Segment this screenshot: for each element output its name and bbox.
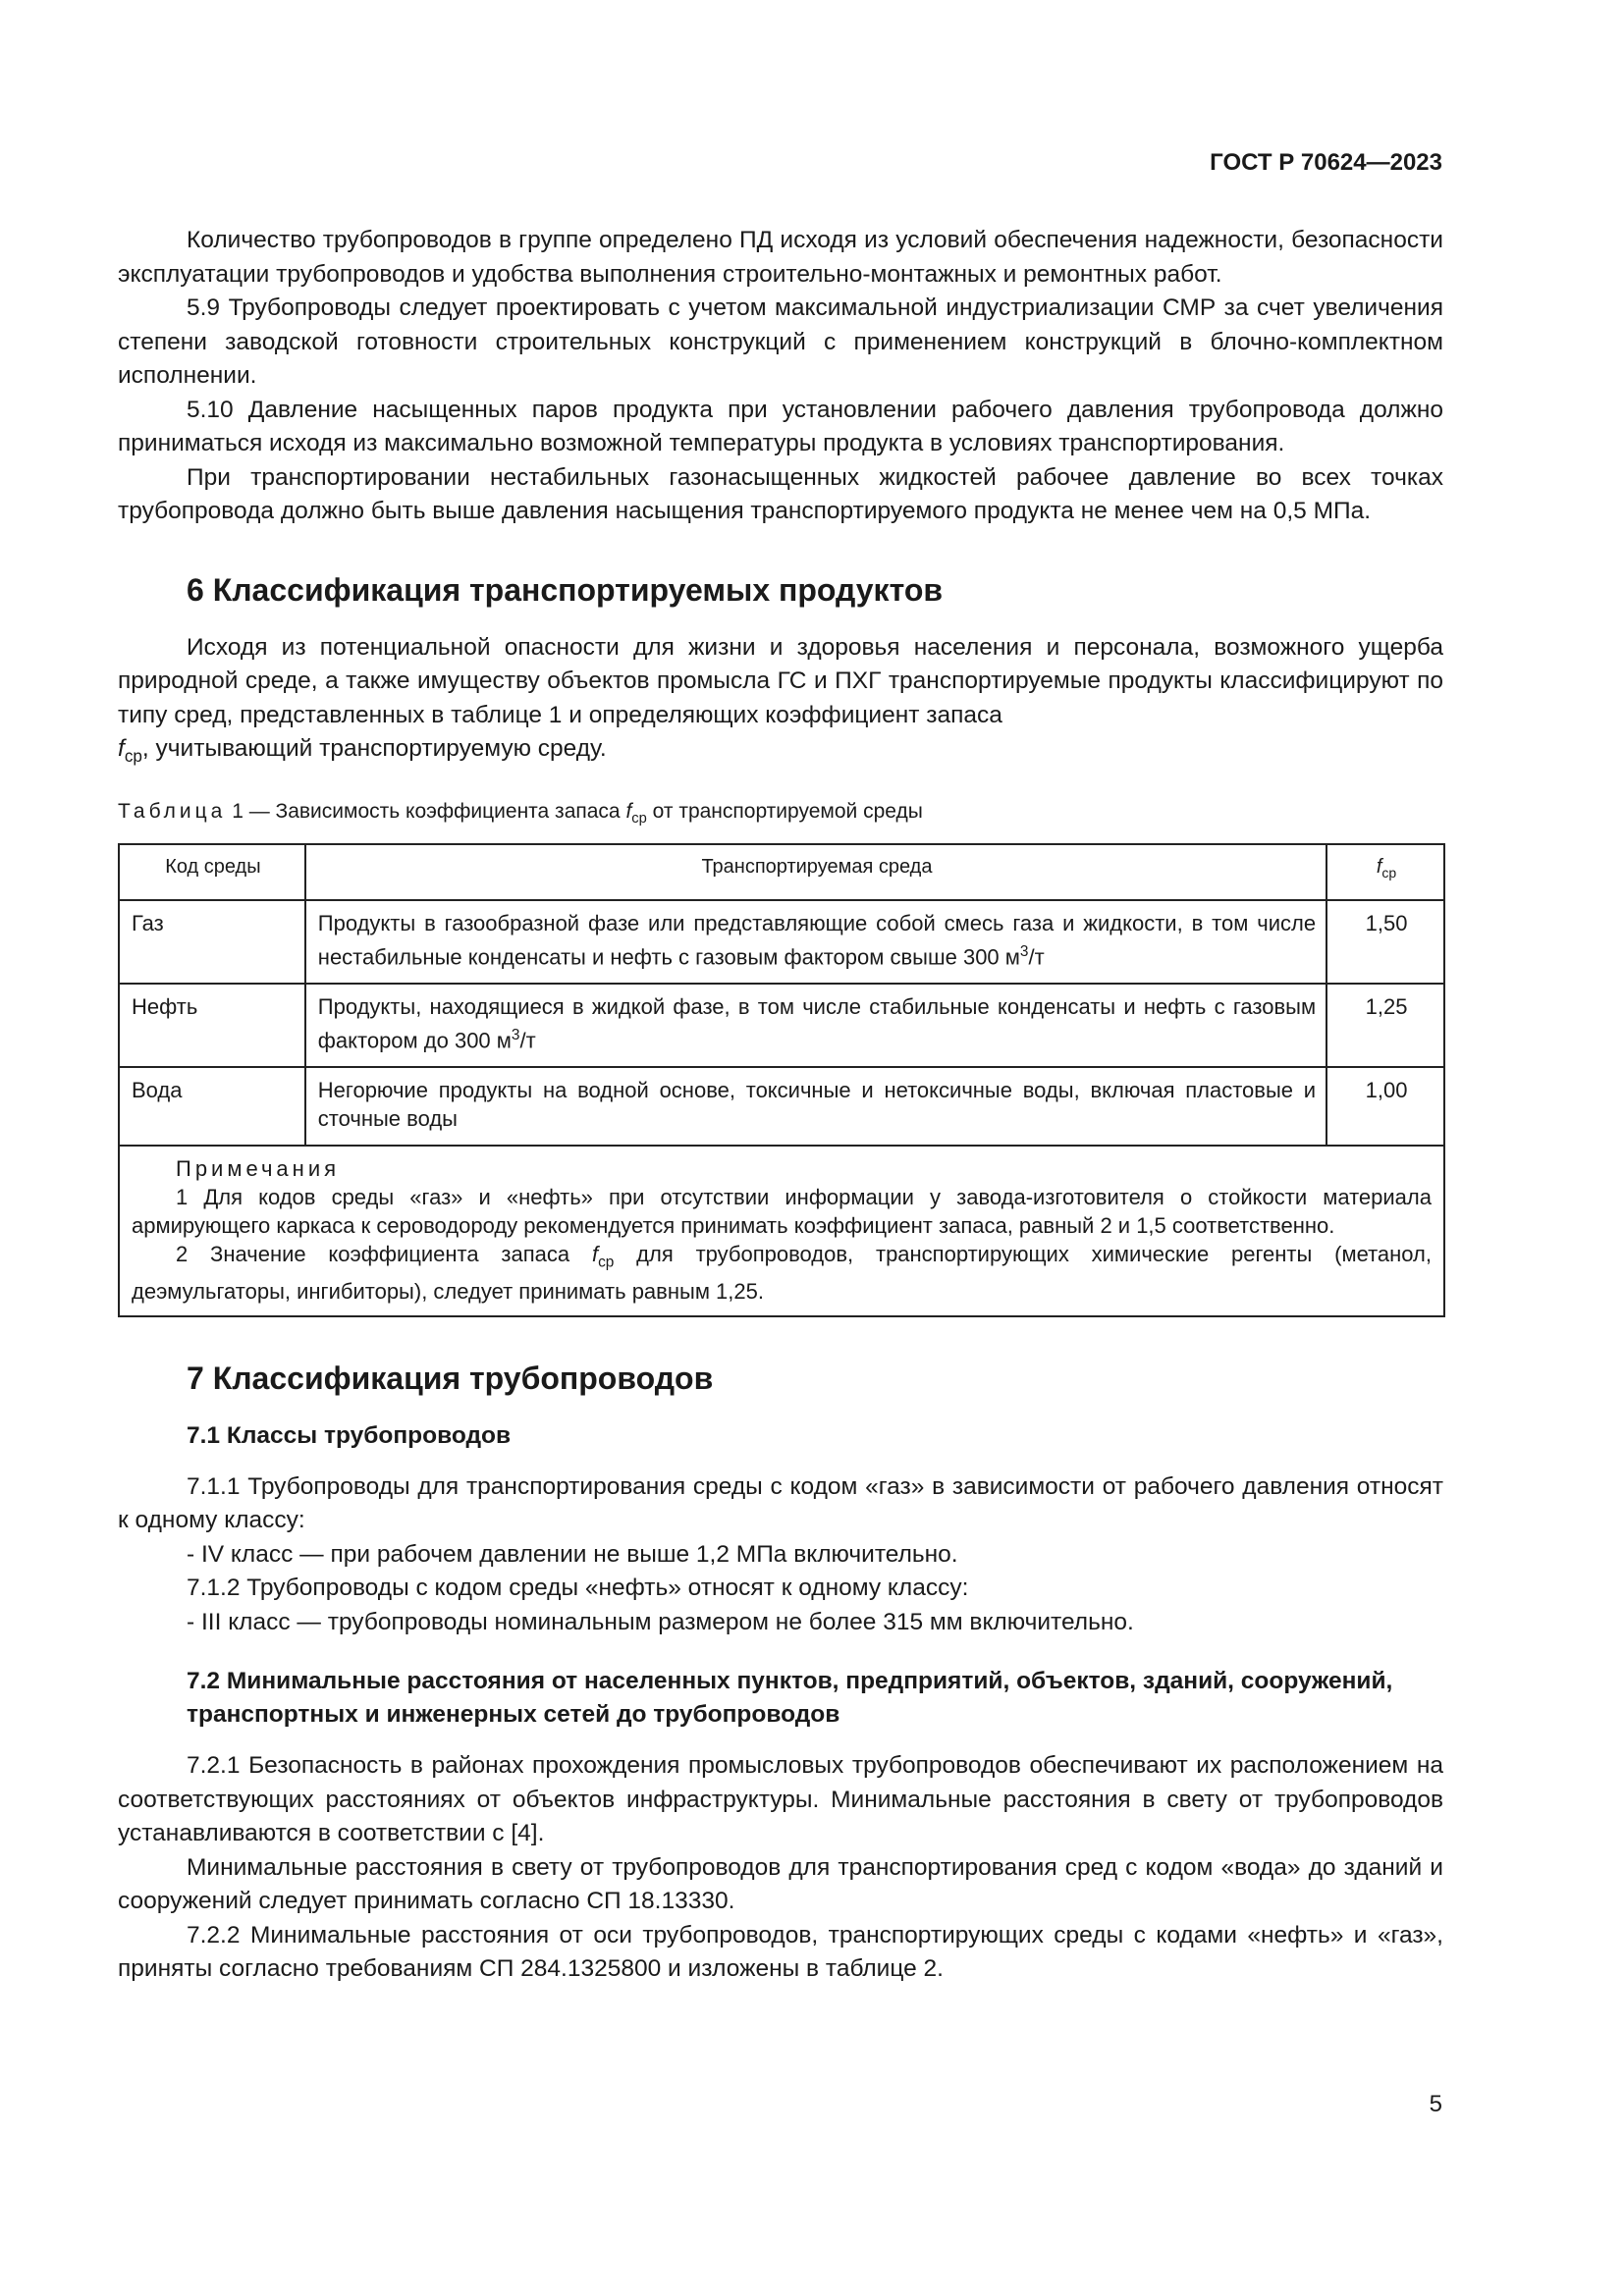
header-coef-sub: ср (1381, 864, 1397, 881)
row-medium-post: /т (519, 1028, 536, 1053)
table-row (119, 1067, 1444, 1146)
intro-paragraph: Количество трубопроводов в группе определено ПД исходя из условий обеспечения надежности, безопасности эксплуатации трубопроводов и удобства выполнения строительно-монтажных и ремонтных работ. (118, 227, 1443, 288)
clause-7-2-2: 7.2.2 Минимальные расстояния от оси трубопроводов, транспортирующих среды с кодами «нефть» и «газ», приняты согласно требованиям СП 284.1325800 и изложены в таблице 2. (118, 1921, 1443, 1983)
row-medium-text: Продукты в газообразной фазе или представляющие собой смесь газа и жидкости, в том числе нестабильные конденсаты и нефть с газовым фактором свыше 300 м (317, 910, 1317, 969)
note-2-symbol: f (591, 1242, 599, 1267)
table-caption-tail: от транспортируемой среды (652, 800, 923, 824)
header-coef (1326, 844, 1444, 900)
clause-5-10: 5.10 Давление насыщенных паров продукта при установлении рабочего давления трубопровода должно приниматься исходя из максимально возможной температуры продукта в условиях транспортирования. (118, 396, 1443, 456)
row-coef: 1,00 (1326, 1067, 1444, 1146)
row-medium-text: Негорючие продукты на водной основе, токсичные и нетоксичные воды, включая пластовые и сточные воды (317, 1078, 1317, 1132)
table-row (119, 900, 1444, 984)
table-caption-number: 1 — Зависимость коэффициента запаса (232, 800, 621, 824)
section-6-text: Исходя из потенциальной опасности для жизни и здоровья населения и персонала, возможного ущерба природной среде, а также имуществу объектов промысла ГС и ПХГ транспортируемые продукты классифицируют по типу сред, представленных в таблице 1 и определяющих коэффициент запаса (118, 633, 1443, 728)
coef-symbol: f (118, 735, 125, 762)
section-7-title: 7 Классификация трубопроводов (187, 1360, 714, 1396)
row-code: Газ (119, 900, 305, 984)
coef-symbol-sub: ср (124, 745, 142, 766)
subsection-7-2-title: 7.2 Минимальные расстояния от населенных пунктов, предприятий, объектов, зданий, сооружений, транспортных и инженерных сетей до трубопроводов (187, 1668, 1393, 1729)
subsection-7-1-title: 7.1 Классы трубопроводов (187, 1421, 512, 1449)
table-caption-label: Таблица (118, 800, 227, 824)
table-header-row (119, 844, 1444, 900)
standard-code: ГОСТ Р 70624—2023 (1210, 149, 1442, 176)
clause-7-1-2: 7.1.2 Трубопроводы с кодом среды «нефть» относят к одному классу: (187, 1575, 969, 1602)
table-caption-symbol-sub: ср (631, 811, 647, 828)
clause-7-2-1: 7.2.1 Безопасность в районах прохождения промысловых трубопроводов обеспечивают их расположением на соответствующих расстояниях от объектов инфраструктуры. Минимальные расстояния в свету от трубопроводов устанавливаются в соответствии с [4]. (118, 1752, 1443, 1847)
section-6-text-tail: , учитывающий транспортируемую среду. (141, 735, 607, 762)
table-notes (119, 1146, 1444, 1315)
page-number: 5 (1429, 2091, 1442, 2117)
clause-7-1-1: 7.1.1 Трубопроводы для транспортирования среды с кодом «газ» в зависимости от рабочего давления относят к одному классу: (118, 1472, 1443, 1534)
row-coef: 1,50 (1326, 900, 1444, 984)
class-iv-item: - IV класс — при рабочем давлении не выше 1,2 МПа включительно. (187, 1540, 958, 1568)
class-iii-item: - III класс — трубопроводы номинальным размером не более 315 мм включительно. (187, 1608, 1134, 1635)
row-medium (305, 984, 1326, 1067)
table-1 (118, 843, 1445, 1317)
note-2 (132, 1240, 1432, 1305)
row-medium (305, 1067, 1326, 1146)
row-medium-post: /т (1028, 943, 1045, 969)
page-content (118, 224, 1443, 1987)
table-notes-row (119, 1146, 1444, 1315)
row-code: Нефть (119, 984, 305, 1067)
section-6-paragraph (118, 631, 1443, 774)
row-coef: 1,25 (1326, 984, 1444, 1067)
table-1-caption (118, 798, 1443, 832)
notes-title: Примечания (176, 1156, 341, 1182)
clause-5-9: 5.9 Трубопроводы следует проектировать с учетом максимальной индустриализации СМР за счет увеличения степени заводской готовности строительных конструкций с применением конструкций в блочно-комплектном исполнении. (118, 294, 1443, 389)
row-medium (305, 900, 1326, 984)
table-caption-symbol: f (625, 800, 632, 824)
clause-5-10-continued: При транспортировании нестабильных газонасыщенных жидкостей рабочее давление во всех точках трубопровода должно быть выше давления насыщения транспортируемого продукта не менее чем на 0,5 МПа. (118, 463, 1443, 524)
header-medium: Транспортируемая среда (305, 844, 1326, 900)
row-medium-sup: 3 (511, 1026, 520, 1043)
header-coef-symbol: f (1376, 855, 1382, 878)
clause-7-2-1-continued: Минимальные расстояния в свету от трубопроводов для транспортирования сред с кодом «вода» до зданий и сооружений следует принимать согласно СП 18.13330. (118, 1853, 1443, 1915)
row-medium-text: Продукты, находящиеся в жидкой фазе, в том числе стабильные конденсаты и нефть с газовым фактором до 300 м (317, 993, 1317, 1053)
header-code: Код среды (119, 844, 305, 900)
note-2-text: 2 Значение коэффициента запаса (176, 1242, 570, 1267)
note-1: 1 Для кодов среды «газ» и «нефть» при отсутствии информации у завода-изготовителя о стойкости материала армирующего каркаса к сероводороду рекомендуется принимать коэффициент запаса, равный 2 и 1,5 соответственно. (132, 1185, 1432, 1239)
section-6-title: 6 Классификация транспортируемых продуктов (187, 571, 944, 608)
note-2-symbol-sub: ср (598, 1254, 615, 1271)
row-medium-sup: 3 (1019, 942, 1029, 960)
note-2-text-tail: для трубопроводов, транспортирующих химические регенты (метанол, деэмульгаторы, ингибиторы), следует принимать равным 1,25. (132, 1242, 1432, 1304)
table-row (119, 984, 1444, 1067)
row-code: Вода (119, 1067, 305, 1146)
